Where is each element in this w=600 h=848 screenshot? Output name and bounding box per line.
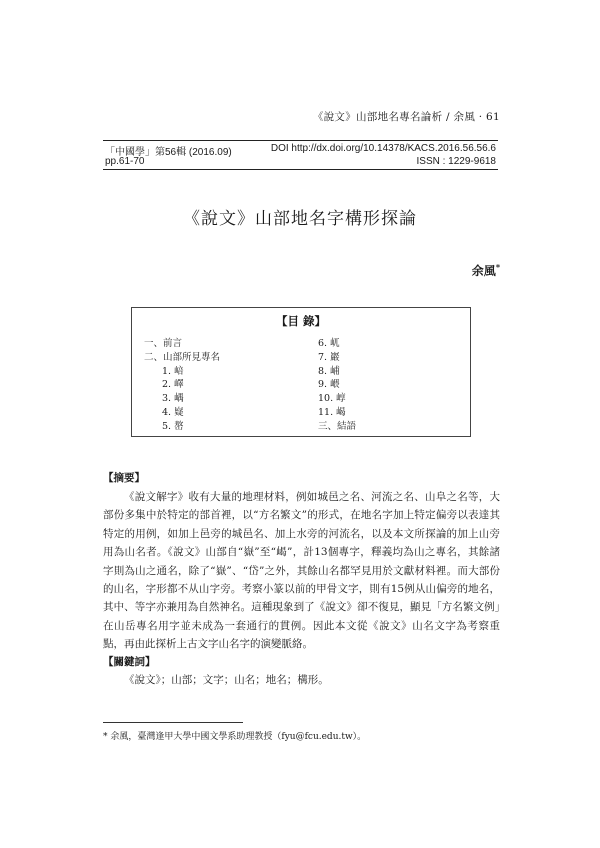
toc-item: 6. 屼	[318, 338, 340, 349]
toc-item: 7. 巖	[318, 351, 340, 363]
toc-left-column	[144, 337, 220, 434]
paper-title: 《說文》山部地名字構形探論	[183, 209, 417, 229]
page-range: pp.61-70	[105, 156, 145, 167]
footnote-divider	[103, 722, 243, 723]
author-name: 余風	[471, 264, 496, 278]
toc-item: 8. 峬	[318, 365, 340, 377]
table-of-contents	[131, 307, 471, 437]
keywords-label: 【關鍵詞】	[103, 655, 156, 668]
publication-info-box	[103, 140, 498, 170]
toc-heading: 【目 錄】	[275, 314, 326, 328]
toc-item: 4. 嶷	[162, 406, 184, 418]
keywords-body: 《說文》；山部；文字；山名；地名；構形。	[124, 673, 329, 686]
toc-item: 3. 嵎	[162, 393, 184, 405]
toc-item: 9. 㟪	[318, 379, 340, 391]
author-footnote-mark[interactable]: *	[495, 262, 500, 272]
toc-item: 一、前言	[144, 338, 183, 349]
toc-item: 11. 嵑	[318, 406, 346, 418]
toc-item: 二、山部所見專名	[144, 351, 221, 363]
issn: ISSN : 1229-9618	[416, 156, 496, 167]
toc-item: 10. 崞	[318, 393, 346, 405]
doi-link[interactable]: DOI http://dx.doi.org/10.14378/KACS.2016.56.56.6	[270, 143, 496, 154]
toc-item: 2. 嶧	[162, 379, 184, 391]
abstract-label: 【摘要】	[103, 472, 145, 484]
running-header: 《說文》山部地名專名論析 / 余風 · 61	[312, 111, 500, 123]
toc-item: 三、結語	[318, 420, 357, 432]
toc-right-column	[318, 337, 356, 434]
abstract-section	[103, 470, 500, 687]
journal-issue: 「中國學」第56輯 (2016.09)	[105, 147, 232, 158]
footnote: * 余風，臺灣逢甲大學中國文學系助理教授（fyu@fcu.edu.tw）。	[103, 732, 367, 742]
toc-item: 5. 嶅	[162, 420, 184, 432]
author	[472, 262, 500, 279]
abstract-body: 《說文解字》收有大量的地理材料，例如城邑之名、河流之名、山阜之名等，大部份多集中於特定的部首裡，以“方名繁文”的形式，在地名字加上特定偏旁以表達其特定的用例，如加上邑旁的城邑名、加上水旁的河流名，以及本文所探論的加上山旁用為山名者。《說文》山部自“嶽”至“嵑”，計13個專字，釋義均為山之專名，其餘諸字則為山之通名，除了“嶽”、“岱”之外，其餘山名都罕見用於文獻材料裡。而大部份的山名，字形都不从山字旁。考察小篆以前的甲骨文字，則有15例从山偏旁的地名，其中、等字亦兼用為自然神名。這種現象到了《說文》卻不復見，顯見「方名繁文例」在山岳專名用字並未成為一套通行的貫例。因此本文從《說文》山名文字為考察重點，再由此探析上古文字山名字的演變脈絡。	[103, 491, 500, 651]
toc-item: 1. 㟝	[162, 365, 184, 377]
